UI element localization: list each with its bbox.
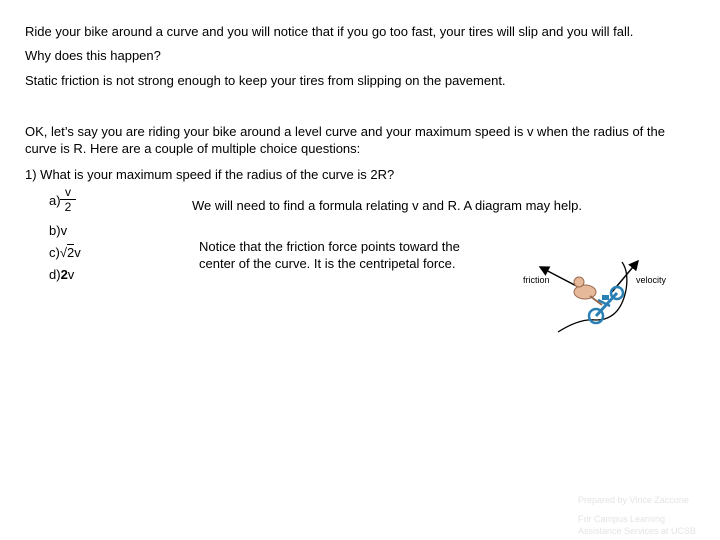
choice-d-bold: 2 <box>60 267 68 282</box>
footer-credit: Prepared by Vince Zaccone <box>578 495 689 505</box>
choice-a-label: a) <box>49 193 61 208</box>
choice-b-value: v <box>60 223 68 238</box>
choice-c <box>49 244 81 261</box>
question-1-prompt: 1) What is your maximum speed if the radius of the curve is 2R? <box>25 167 395 182</box>
intro-question: Why does this happen? <box>25 48 161 63</box>
choice-c-tail: v <box>74 245 81 260</box>
footer-line-3: Assistance Services at UCSB <box>578 526 697 536</box>
friction-note: Notice that the friction force points toward the center of the curve. It is the centripetal force. <box>199 239 460 271</box>
bike-diagram <box>510 250 710 340</box>
sqrt-symbol: √ <box>59 245 67 260</box>
intro-line: Ride your bike around a curve and you will notice that if you go too fast, your tires will slip and you will fall. <box>25 24 634 39</box>
choice-a-numerator: v <box>65 185 71 199</box>
choice-b-label: b) <box>49 223 61 238</box>
choice-d <box>49 266 74 283</box>
choice-c-radicand: 2 <box>66 245 75 260</box>
bike-diagram-svg <box>510 250 710 340</box>
choice-c-label: c) <box>49 245 60 260</box>
intro-answer: Static friction is not strong enough to keep your tires from slipping on the pavement. <box>25 73 506 88</box>
choice-d-label: d) <box>49 267 61 282</box>
choice-a-denominator: 2 <box>64 200 72 214</box>
choice-a-fraction <box>60 186 76 213</box>
rider-icon <box>574 277 602 305</box>
setup-paragraph: OK, let’s say you are riding your bike around a level curve and your maximum speed is v when the radius of the curve is R. Here are a couple of multiple choice questions: <box>25 124 665 156</box>
friction-label: friction <box>523 275 550 285</box>
choice-b <box>49 222 67 239</box>
velocity-label: velocity <box>636 275 667 285</box>
footer-line-2: For Campus Learning <box>578 514 666 524</box>
choice-d-tail: v <box>67 267 75 282</box>
formula-note: We will need to find a formula relating v and R. A diagram may help. <box>192 198 582 213</box>
